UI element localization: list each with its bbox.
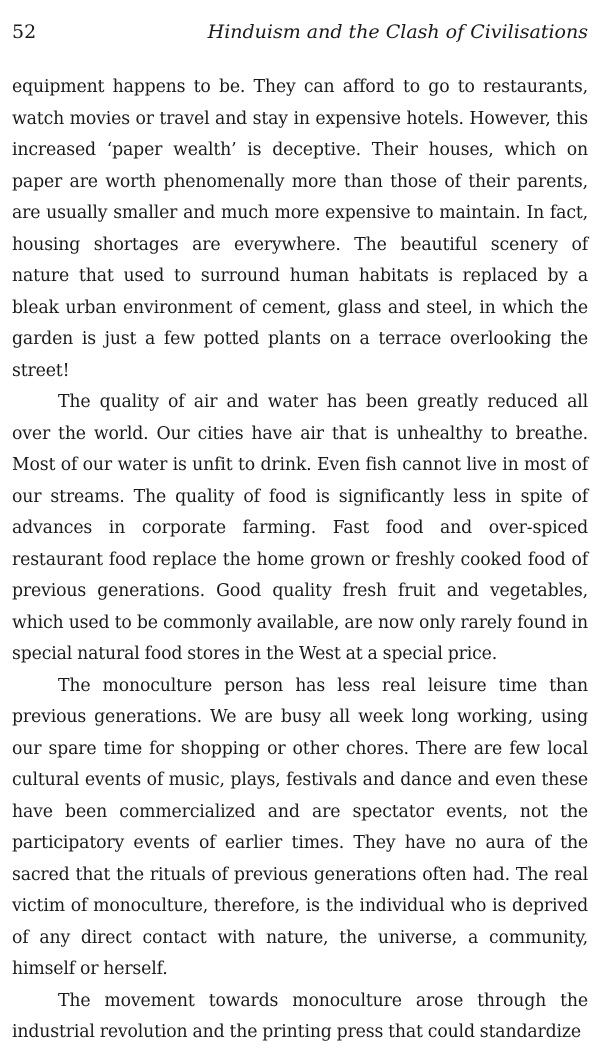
paragraph-continued: equipment happens to be. They can afford to go to restaurants, watch movies or travel and stay in expensive hotels. However, this increased ‘paper wealth’ is deceptive. Their houses, which on paper are worth phenomenally more than those of their parents, are usually smaller and much more expensive to maintain. In fact, housing shortages are everywhere. The beautiful scenery of nature that used to surround human habitats is replaced by a bleak urban environment of cement, glass and steel, in which the garden is just a few potted plants on a terrace overlooking the street!: [12, 77, 588, 381]
running-header: [12, 20, 588, 44]
paragraph-monoculture-origin: The movement towards monoculture arose through the industrial revolution and the printing press that could standardize: [12, 990, 588, 1042]
paragraph-air-water-quality: The quality of air and water has been greatly reduced all over the world. Our cities have air that is unhealthy to breathe. Most of our water is unfit to drink. Even fish cannot live in most of our streams. The quality of food is significantly less in spite of advances in corporate farming. Fast food and over-spiced restaurant food replace the home grown or freshly cooked food of previous generations. Good quality fresh fruit and vegetables, which used to be commonly available, are now only rarely found in special natural food stores in the West at a special price.: [12, 392, 588, 664]
book-title: Hinduism and the Clash of Civilisations: [207, 21, 588, 43]
body-text: [12, 72, 588, 1049]
paragraph-leisure-time: The monoculture person has less real leisure time than previous generations. We are busy all week long working, using our spare time for shopping or other chores. There are few local cultural events of music, plays, festivals and dance and even these have been commercialized and are spectator events, not the participatory events of earlier times. They have no aura of the sacred that the rituals of previous generations often had. The real victim of monoculture, therefore, is the individual who is deprived of any direct contact with nature, the universe, a community, himself or herself.: [12, 675, 588, 979]
page-number: 52: [12, 21, 37, 43]
